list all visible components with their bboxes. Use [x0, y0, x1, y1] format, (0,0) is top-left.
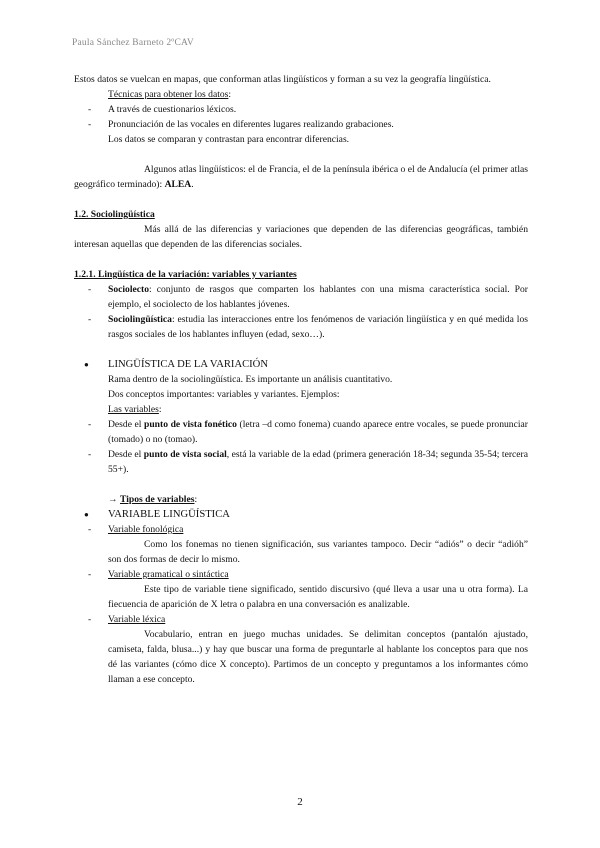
atlas-alea: ALEA	[164, 179, 192, 190]
tecnicas-label: Técnicas para obtener los datos	[108, 89, 229, 100]
section-heading-1-2-1: 1.2.1. Lingüística de la variación: variables y variantes	[74, 269, 297, 280]
lv-variables-label: Las variables	[108, 404, 159, 415]
fonetico-term: punto de vista fonético	[144, 419, 237, 430]
list-item-variable-fonologica	[74, 522, 528, 537]
tipos-colon: :	[194, 494, 198, 505]
paragraph-sociolinguistica: Más allá de las diferencias y variaciones que dependen de las diferencias geográficas, también interesan aquellas que dependen de las diferencias sociales.	[74, 224, 528, 250]
fonetico-text: (letra –d como fonema) cuando aparece entre vocales, se puede pronunciar (tomado) o no (tomao).	[108, 419, 528, 445]
term-sociolecto: Sociolecto	[108, 284, 150, 295]
variable-lexica-label: Variable léxica	[108, 614, 166, 625]
lv-line-2: Dos conceptos importantes: variables y variantes. Ejemplos:	[108, 389, 340, 400]
tipos-heading	[74, 492, 528, 507]
list-item-social	[74, 447, 528, 477]
list-item-fonetico	[74, 417, 528, 447]
list-item-sociolecto	[74, 282, 528, 312]
page-header: Paula Sánchez Barneto 2ºCAV	[72, 38, 194, 48]
tecnicas-note: Los datos se comparan y contrastan para encontrar diferencias.	[108, 134, 350, 145]
atlas-end: .	[191, 179, 194, 190]
term-sociolinguistica: Sociolingüística	[108, 314, 172, 325]
lv-variables-heading	[74, 402, 528, 417]
social-term: punto de vista social	[143, 449, 227, 460]
lv-variables-colon: :	[158, 404, 162, 415]
tecnicas-colon: :	[228, 89, 232, 100]
section-heading-1-2: 1.2. Sociolingüística	[74, 209, 155, 220]
tecnicas-heading	[74, 87, 528, 102]
bullet-variable-linguistica: ● VARIABLE LINGÜÍSTICA	[74, 507, 528, 522]
page-content	[74, 72, 528, 687]
def-sociolecto: : conjunto de rasgos que comparten los hablantes con una misma característica social. Por ejemplo, el sociolecto de los hablantes jóvenes.	[108, 284, 528, 310]
variable-gramatical-label: Variable gramatical o sintáctica	[108, 569, 229, 580]
list-item-sociolinguistica	[74, 312, 528, 342]
list-item-variable-gramatical	[74, 567, 528, 582]
variable-fonologica-text: Como los fonemas no tienen significación, sus variantes tampoco. Decir “adiós” o decir “adióh” son dos formas de decir lo mismo.	[108, 539, 528, 565]
def-sociolinguistica: : estudia las interacciones entre los fenómenos de variación lingüística y en qué medida los rasgos sociales de los hablantes influyen (edad, sexo…).	[108, 314, 528, 340]
bullet-linguistica-variacion: ● LINGÜÍSTICA DE LA VARIACIÓN	[74, 357, 528, 372]
lv-line-1: Rama dentro de la sociolingüística. Es importante un análisis cuantitativo.	[108, 374, 393, 385]
atlas-text: Algunos atlas lingüísticos: el de Francia, el de la península ibérica o el de Andalucía (el primer atlas geográfico terminado):	[74, 164, 528, 190]
arrow-icon: →	[108, 494, 120, 505]
social-text: , está la variable de la edad (primera generación 18-34; segunda 35-54; tercera 55+).	[108, 449, 528, 475]
variable-gramatical-text: Este tipo de variable tiene significado, sentido discursivo (qué lleva a usar una u otra forma). La fiecuencia de aparición de X letra o palabra en una conversación es analizable.	[108, 584, 528, 610]
social-pre: Desde el	[108, 449, 144, 460]
list-item-variable-lexica	[74, 612, 528, 627]
paragraph-atlas-intro: Estos datos se vuelcan en mapas, que conforman atlas lingüísticos y forman a su vez la geografía lingüística.	[74, 74, 491, 85]
list-item-tecnica-1: - A través de cuestionarios léxicos.	[74, 102, 528, 117]
page-number: 2	[297, 796, 303, 808]
fonetico-pre: Desde el	[108, 419, 145, 430]
variable-lexica-text: Vocabulario, entran en juego muchas unidades. Se delimitan conceptos (pantalón ajustado, camiseta, falda, blusa...) y hay que buscar una forma de preguntarle al hablante los conceptos para que nos dé las variantes (cómo dice X concepto). Partimos de un concepto y preguntamos a los informantes cómo llaman a ese concepto.	[108, 629, 528, 685]
variable-fonologica-label: Variable fonológica	[108, 524, 184, 535]
tipos-label: Tipos de variables	[120, 494, 195, 505]
list-item-tecnica-2: - Pronunciación de las vocales en diferentes lugares realizando grabaciones.	[74, 117, 528, 132]
paragraph-atlas-examples	[74, 162, 528, 192]
